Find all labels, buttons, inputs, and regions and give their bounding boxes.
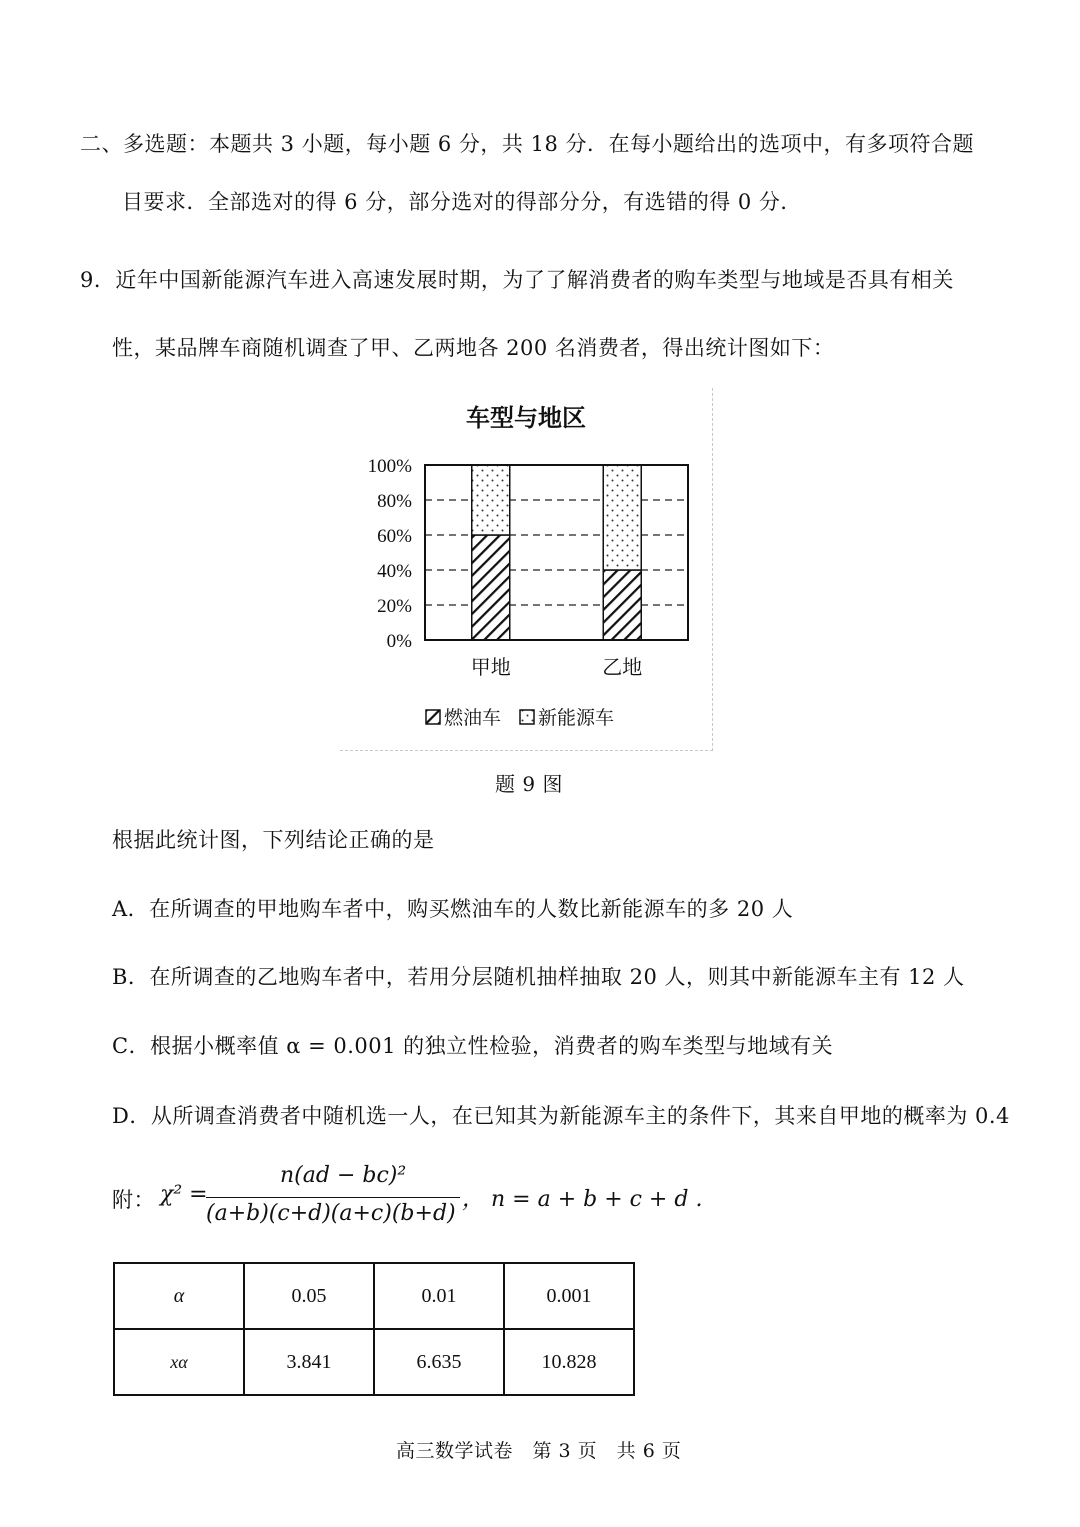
section-heading-line1: 二、多选题：本题共 3 小题，每小题 6 分，共 18 分．在每小题给出的选项中，有多项符合题 (80, 132, 974, 156)
y-tick-label: 20% (377, 596, 412, 617)
bar-segment-gasoline (472, 535, 510, 640)
chart-title: 车型与地区 (466, 404, 586, 432)
table-cell: 0.001 (504, 1263, 634, 1329)
figure-caption: 题 9 图 (495, 772, 563, 796)
bar-segment-nev (603, 465, 641, 570)
table-cell: 6.635 (374, 1329, 504, 1395)
table-cell: 0.01 (374, 1263, 504, 1329)
formula-lhs: χ² = (160, 1182, 208, 1207)
legend-label-nev: 新能源车 (538, 707, 615, 729)
legend-swatch-nev (520, 710, 534, 724)
plot-frame (425, 465, 688, 640)
y-tick-label: 80% (377, 491, 412, 512)
table-cell: 0.05 (244, 1263, 374, 1329)
question-prompt: 根据此统计图，下列结论正确的是 (112, 828, 435, 852)
bar-segment-gasoline (603, 570, 641, 640)
option-d: D．从所调查消费者中随机选一人，在已知其为新能源车主的条件下，其来自甲地的概率为 0.4 (112, 1104, 1010, 1128)
table-cell: 3.841 (244, 1329, 374, 1395)
formula-numerator: n(ad − bc)² (280, 1163, 407, 1188)
table-cell: 10.828 (504, 1329, 634, 1395)
fraction-bar (206, 1197, 460, 1198)
y-tick-label: 60% (377, 526, 412, 547)
page-footer: 高三数学试卷 第 3 页 共 6 页 (396, 1440, 682, 1462)
x-tick-label: 甲地 (470, 655, 511, 679)
section-heading-line2: 目要求．全部选对的得 6 分，部分选对的得部分分，有选错的得 0 分． (122, 190, 802, 214)
stacked-bar-chart (340, 388, 712, 750)
x-tick-label: 乙地 (602, 655, 643, 679)
formula-tail: ， n = a + b + c + d . (462, 1187, 703, 1212)
question-stem-line1: 9．近年中国新能源汽车进入高速发展时期，为了了解消费者的购车类型与地域是否具有相关 (80, 268, 954, 292)
chart-container (340, 388, 713, 751)
option-c: C．根据小概率值 α = 0.001 的独立性检验，消费者的购车类型与地域有关 (112, 1034, 834, 1058)
option-b: B．在所调查的乙地购车者中，若用分层随机抽样抽取 20 人，则其中新能源车主有 12 人 (112, 965, 965, 989)
y-tick-label: 100% (367, 456, 412, 477)
critical-value-table (113, 1262, 635, 1396)
table-row (114, 1329, 634, 1395)
y-tick-label: 40% (377, 561, 412, 582)
option-a: A．在所调查的甲地购车者中，购买燃油车的人数比新能源车的多 20 人 (112, 897, 794, 921)
chart-legend (426, 707, 614, 729)
formula-prefix: 附： (112, 1188, 155, 1212)
question-stem-line2: 性，某品牌车商随机调查了甲、乙两地各 200 名消费者，得出统计图如下： (112, 336, 835, 360)
table-row (114, 1263, 634, 1329)
table-row-label: α (114, 1263, 244, 1329)
legend-label-gasoline: 燃油车 (444, 707, 502, 729)
bar-segment-nev (472, 465, 510, 535)
y-tick-label: 0% (386, 631, 412, 652)
formula-denominator: (a+b)(c+d)(a+c)(b+d) (206, 1201, 456, 1226)
table-row-label: xα (114, 1329, 244, 1395)
legend-swatch-gasoline (426, 710, 440, 724)
